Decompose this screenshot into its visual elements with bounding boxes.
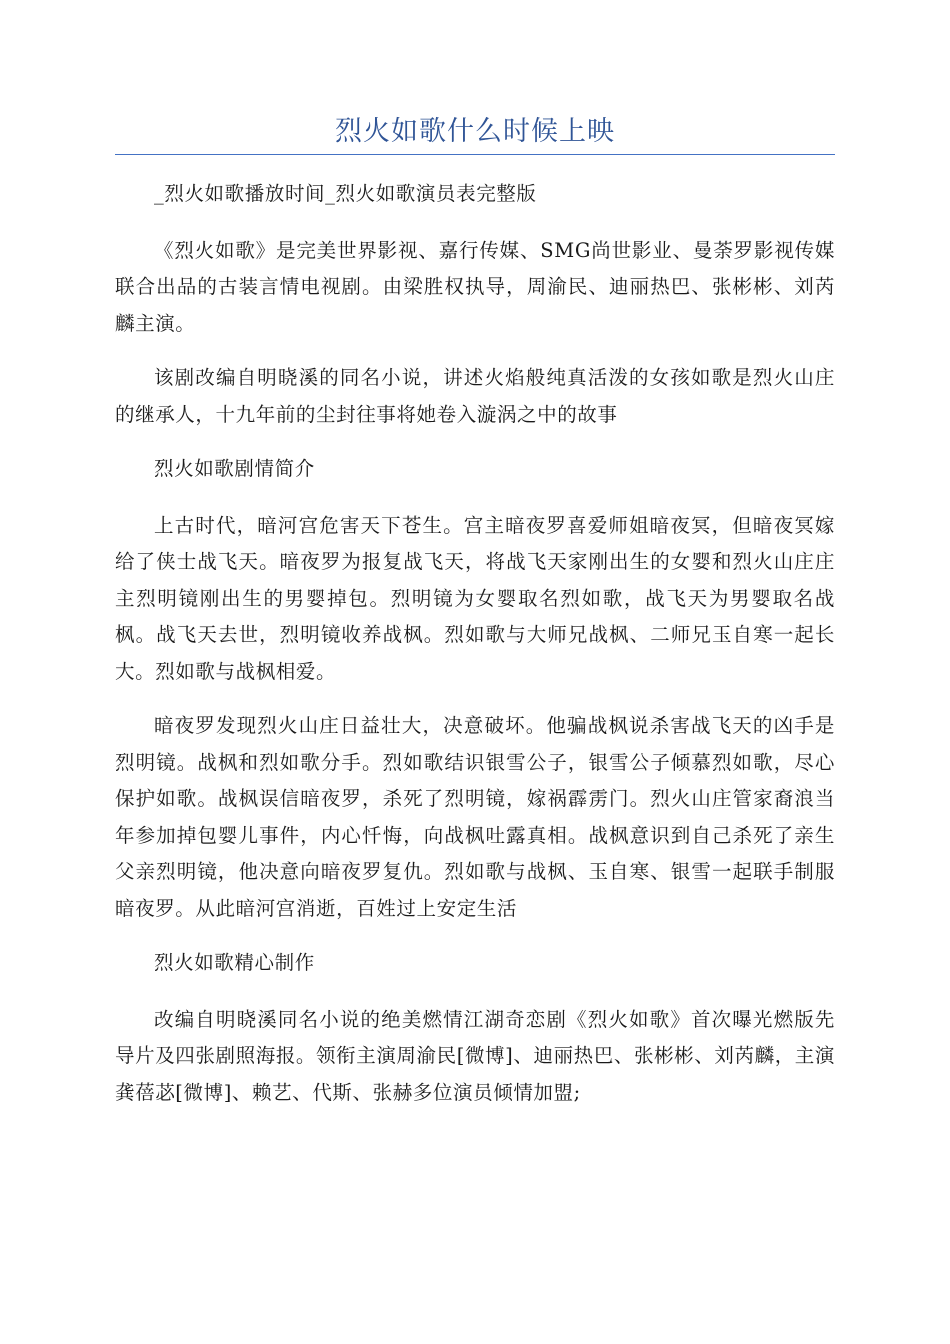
production-paragraph: 改编自明晓溪同名小说的绝美燃情江湖奇恋剧《烈火如歌》首次曝光燃版先导片及四张剧照海报。领衔主演周渝民[微博]、迪丽热巴、张彬彬、刘芮麟，主演龚蓓苾[微博]、赖艺、代斯、张赫多位演员倾情加盟; [115, 1007, 835, 1104]
section-heading-plot: 烈火如歌剧情简介 [154, 457, 315, 480]
subtitle-paragraph: _烈火如歌播放时间_烈火如歌演员表完整版 [154, 182, 537, 205]
intro-paragraph: 《烈火如歌》是完美世界影视、嘉行传媒、SMG尚世影业、曼荼罗影视传媒联合出品的古装言情电视剧。由梁胜权执导，周渝民、迪丽热巴、张彬彬、刘芮麟主演。 [115, 238, 835, 335]
plot-paragraph-2: 暗夜罗发现烈火山庄日益壮大，决意破坏。他骗战枫说杀害战飞天的凶手是烈明镜。战枫和烈如歌分手。烈如歌结识银雪公子，银雪公子倾慕烈如歌，尽心保护如歌。战枫误信暗夜罗，杀死了烈明镜，嫁祸霹雳门。烈火山庄管家裔浪当年参加掉包婴儿事件，内心忏悔，向战枫吐露真相。战枫意识到自己杀死了亲生父亲烈明镜，他决意向暗夜罗复仇。烈如歌与战枫、玉自寒、银雪一起联手制服暗夜罗。从此暗河宫消逝，百姓过上安定生活 [115, 714, 835, 920]
document-body [115, 176, 835, 1129]
section-heading-production: 烈火如歌精心制作 [154, 951, 315, 974]
title-underline [115, 154, 835, 155]
plot-paragraph-1: 上古时代，暗河宫危害天下苍生。宫主暗夜罗喜爱师姐暗夜冥，但暗夜冥嫁给了侠士战飞天。暗夜罗为报复战飞天，将战飞天家刚出生的女婴和烈火山庄庄主烈明镜刚出生的男婴掉包。烈明镜为女婴取名烈如歌，战飞天为男婴取名战枫。战飞天去世，烈明镜收养战枫。烈如歌与大师兄战枫、二师兄玉自寒一起长大。烈如歌与战枫相爱。 [115, 513, 835, 683]
document-title: 烈火如歌什么时候上映 [335, 116, 615, 147]
adaptation-paragraph: 该剧改编自明晓溪的同名小说，讲述火焰般纯真活泼的女孩如歌是烈火山庄的继承人，十九年前的尘封往事将她卷入漩涡之中的故事 [115, 366, 835, 426]
